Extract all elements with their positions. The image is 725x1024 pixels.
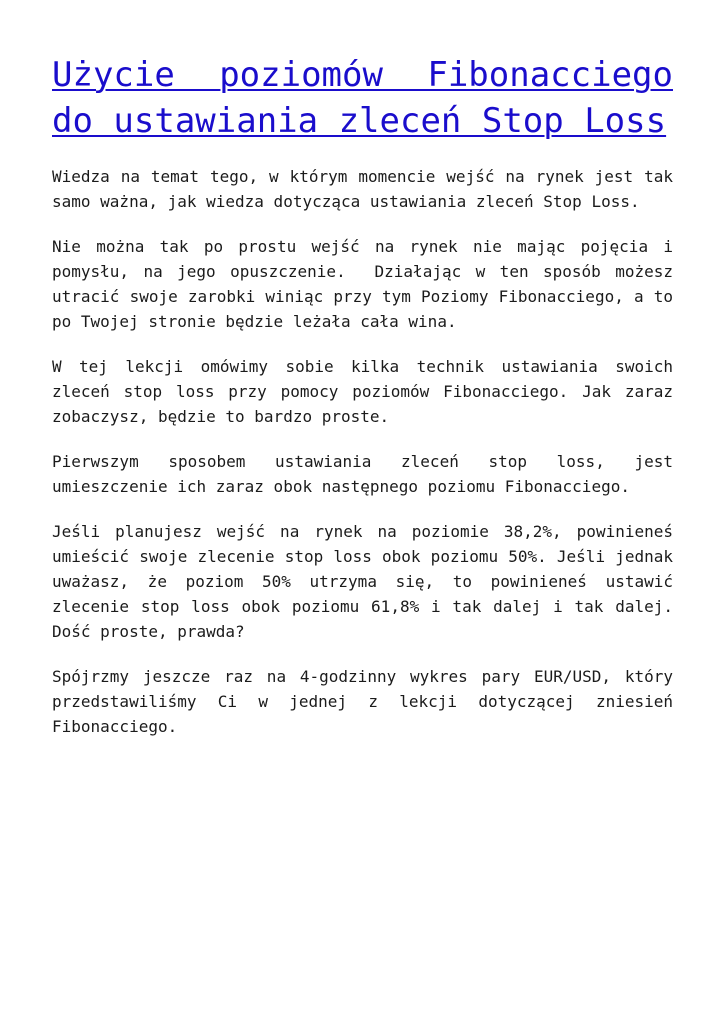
paragraph-6: Spójrzmy jeszcze raz na 4-godzinny wykres pary EUR/USD, który przedstawiliśmy Ci w jednej z lekcji dotyczącej zniesień Fibonacciego.	[52, 667, 683, 736]
article	[52, 52, 683, 759]
article-title	[52, 52, 673, 144]
paragraph-5: Jeśli planujesz wejść na rynek na poziomie 38,2%, powinieneś umieścić swoje zlecenie stop loss obok poziomu 50%. Jeśli jednak uważasz, że poziom 50% utrzyma się, to powinieneś ustawić zlecenie stop loss obok poziomu 61,8% i tak dalej i tak dalej. Dość proste, prawda?	[52, 522, 683, 641]
paragraph-1: Wiedza na temat tego, w którym momencie wejść na rynek jest tak samo ważna, jak wiedza dotycząca ustawiania zleceń Stop Loss.	[52, 167, 683, 211]
paragraph-2: Nie można tak po prostu wejść na rynek nie mając pojęcia i pomysłu, na jego opuszczenie. Działając w ten sposób możesz utracić swoje zarobki winiąc przy tym Poziomy Fibonacciego, a to po Twojej stronie będzie leżała cała wina.	[52, 237, 683, 331]
article-title-link[interactable]: Użycie poziomów Fibonacciego do ustawiania zleceń Stop Loss	[52, 55, 673, 141]
paragraph-4: Pierwszym sposobem ustawiania zleceń stop loss, jest umieszczenie ich zaraz obok następnego poziomu Fibonacciego.	[52, 452, 683, 496]
paragraph-3: W tej lekcji omówimy sobie kilka technik ustawiania swoich zleceń stop loss przy pomocy poziomów Fibonacciego. Jak zaraz zobaczysz, będzie to bardzo proste.	[52, 357, 683, 426]
